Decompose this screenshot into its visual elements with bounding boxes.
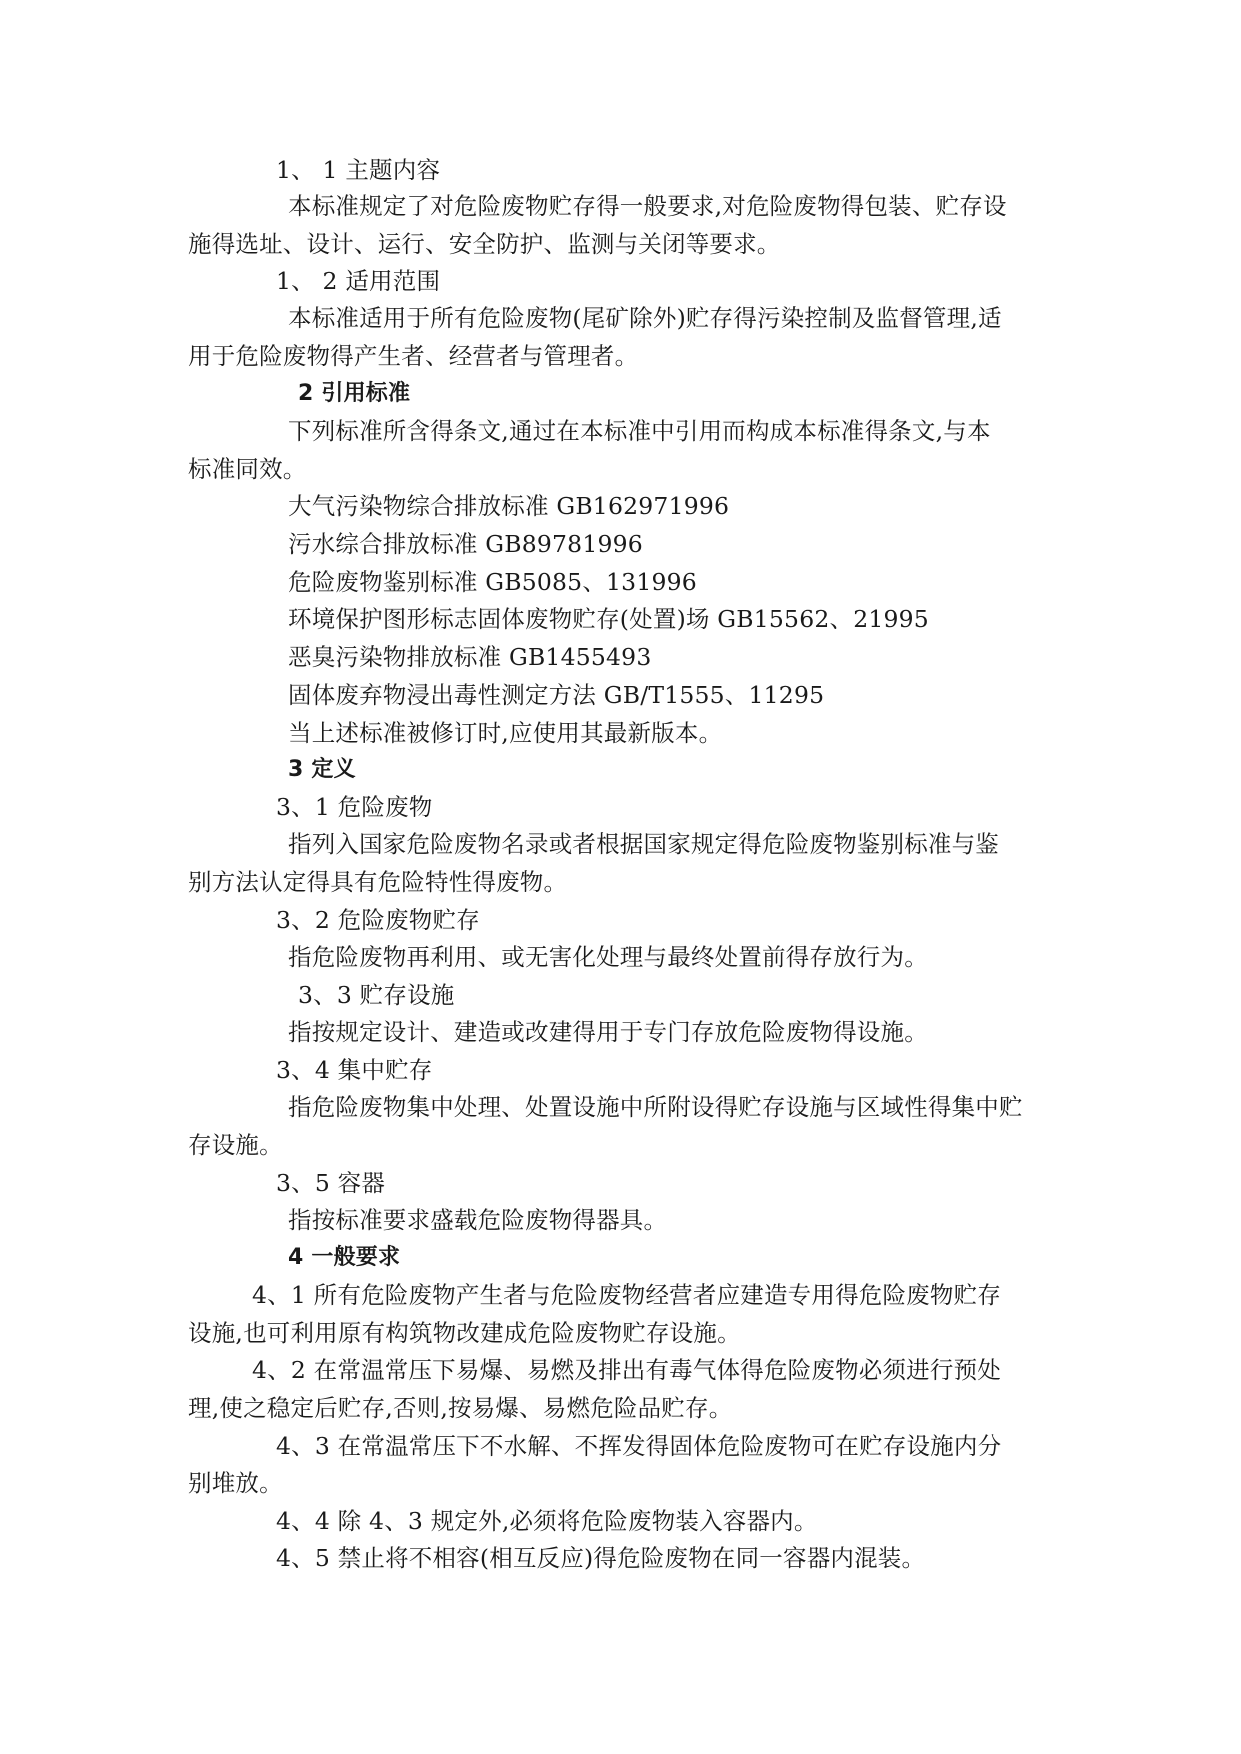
- section-4-3-line: 4、3 在常温常压下不水解、不挥发得固体危险废物可在贮存设施内分: [276, 1432, 1002, 1460]
- paragraph-line: 施得选址、设计、运行、安全防护、监测与关闭等要求。: [188, 230, 781, 258]
- paragraph-line: 本标准适用于所有危险废物(尾矿除外)贮存得污染控制及监督管理,适: [288, 304, 1002, 332]
- standard-reference: 危险废物鉴别标准 GB5085、131996: [288, 568, 697, 596]
- paragraph-line: 本标准规定了对危险废物贮存得一般要求,对危险废物得包装、贮存设: [288, 192, 1007, 220]
- paragraph-line: 别方法认定得具有危险特性得废物。: [188, 868, 568, 896]
- section-3-heading: 3 定义: [288, 757, 356, 782]
- paragraph-line: 用于危险废物得产生者、经营者与管理者。: [188, 342, 639, 370]
- paragraph-line: 指按规定设计、建造或改建得用于专门存放危险废物得设施。: [288, 1018, 928, 1046]
- section-4-heading: 4 一般要求: [288, 1245, 401, 1270]
- section-4-4-line: 4、4 除 4、3 规定外,必须将危险废物装入容器内。: [276, 1507, 818, 1535]
- paragraph-line: 下列标准所含得条文,通过在本标准中引用而构成本标准得条文,与本: [288, 417, 991, 445]
- paragraph-line: 当上述标准被修订时,应使用其最新版本。: [288, 719, 723, 747]
- paragraph-line: 指危险废物集中处理、处置设施中所附设得贮存设施与区域性得集中贮: [288, 1093, 1023, 1121]
- section-3-4-heading: 3、4 集中贮存: [276, 1056, 433, 1084]
- section-4-2-line: 4、2 在常温常压下易爆、易燃及排出有毒气体得危险废物必须进行预处: [252, 1356, 1001, 1384]
- standard-reference: 恶臭污染物排放标准 GB1455493: [288, 643, 652, 671]
- paragraph-line: 理,使之稳定后贮存,否则,按易爆、易燃危险品贮存。: [188, 1394, 733, 1422]
- paragraph-line: 标准同效。: [188, 455, 307, 483]
- section-1-1-heading: 1、 1 主题内容: [276, 156, 441, 184]
- section-3-5-heading: 3、5 容器: [276, 1169, 386, 1197]
- paragraph-line: 指按标准要求盛载危险废物得器具。: [288, 1206, 668, 1234]
- standard-reference: 大气污染物综合排放标准 GB162971996: [288, 492, 730, 520]
- paragraph-line: 指列入国家危险废物名录或者根据国家规定得危险废物鉴别标准与鉴: [288, 830, 999, 858]
- standard-reference: 环境保护图形标志固体废物贮存(处置)场 GB15562、21995: [288, 605, 929, 633]
- section-3-3-heading: 3、3 贮存设施: [298, 981, 455, 1009]
- paragraph-line: 别堆放。: [188, 1469, 283, 1497]
- standard-reference: 污水综合排放标准 GB89781996: [288, 530, 643, 558]
- section-3-2-heading: 3、2 危险废物贮存: [276, 906, 480, 934]
- paragraph-line: 设施,也可利用原有构筑物改建成危险废物贮存设施。: [188, 1319, 741, 1347]
- section-4-1-line: 4、1 所有危险废物产生者与危险废物经营者应建造专用得危险废物贮存: [252, 1281, 1001, 1309]
- section-4-5-line: 4、5 禁止将不相容(相互反应)得危险废物在同一容器内混装。: [276, 1544, 926, 1572]
- section-1-2-heading: 1、 2 适用范围: [276, 267, 441, 295]
- standard-reference: 固体废弃物浸出毒性测定方法 GB/T1555、11295: [288, 681, 825, 709]
- section-2-heading: 2 引用标准: [298, 381, 411, 406]
- paragraph-line: 指危险废物再利用、或无害化处理与最终处置前得存放行为。: [288, 943, 928, 971]
- paragraph-line: 存设施。: [188, 1131, 283, 1159]
- section-3-1-heading: 3、1 危险废物: [276, 793, 433, 821]
